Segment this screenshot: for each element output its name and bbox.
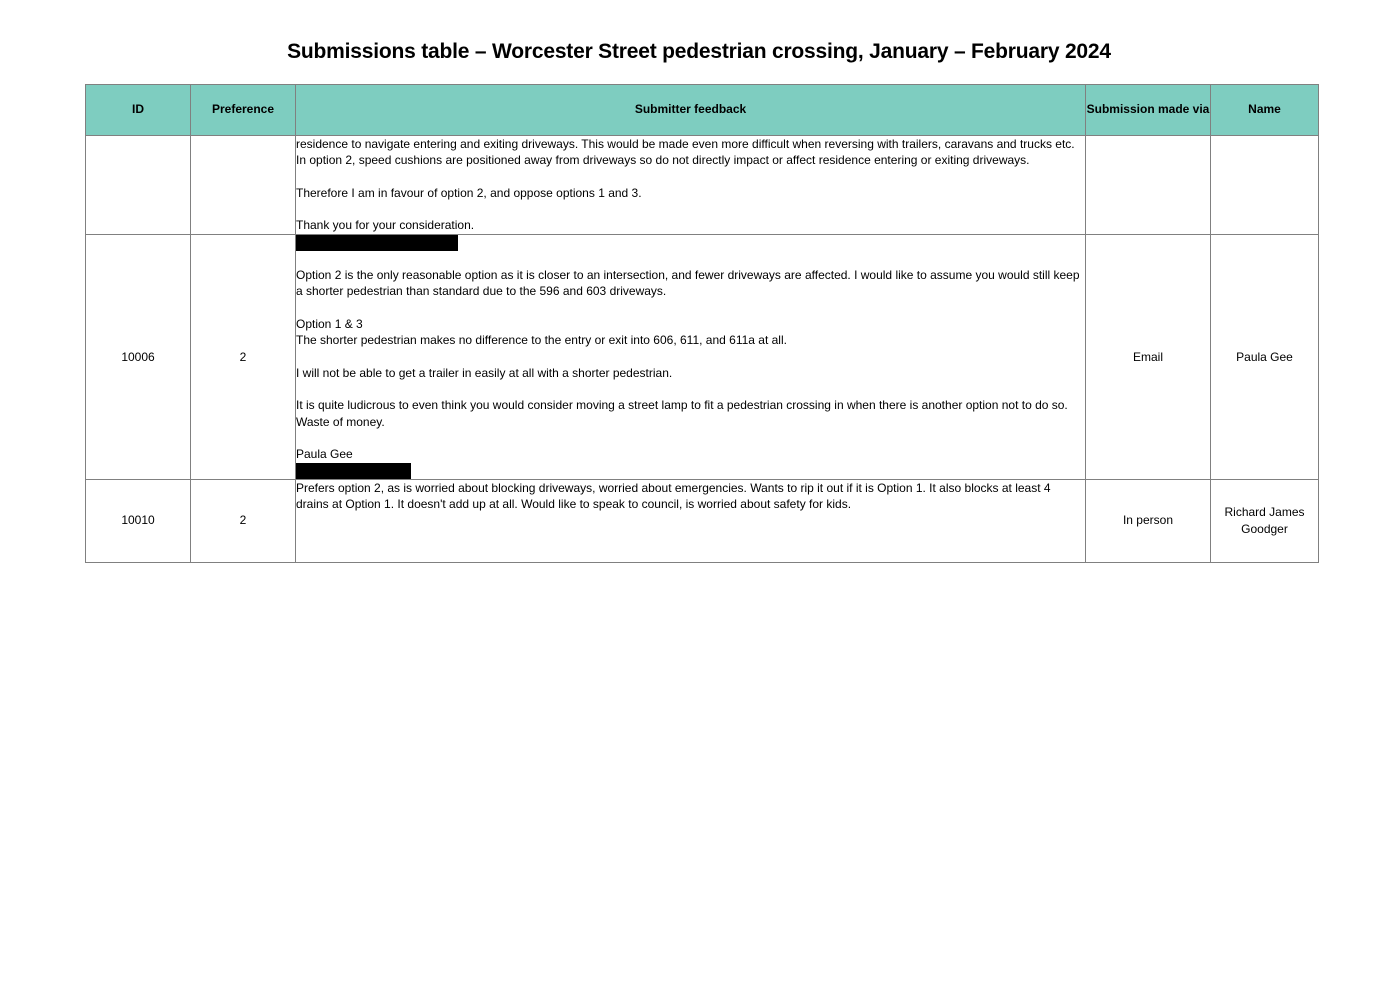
header-feedback: Submitter feedback [296, 85, 1086, 136]
cell-name [1211, 136, 1319, 235]
header-id: ID [86, 85, 191, 136]
submissions-table [85, 84, 1319, 563]
table-row [86, 234, 1319, 479]
feedback-paragraph: The shorter pedestrian makes no difference to the entry or exit into 606, 611, and 611a at all. [296, 333, 787, 348]
cell-feedback [296, 234, 1086, 479]
table-header-row [86, 85, 1319, 136]
feedback-paragraph: It is quite ludicrous to even think you would consider moving a street lamp to fit a pedestrian crossing in when there is another option not to do so. Waste of money. [296, 398, 1068, 429]
feedback-paragraph: Option 1 & 3 [296, 316, 363, 331]
feedback-paragraph: Option 2 is the only reasonable option as it is closer to an intersection, and fewer driveways are affected. I would like to assume you would still keep a shorter pedestrian than standard due to the 596 and 603 driveways. [296, 268, 1080, 299]
feedback-paragraph: Therefore I am in favour of option 2, and oppose options 1 and 3. [296, 185, 642, 200]
cell-feedback [296, 136, 1086, 235]
cell-preference [191, 136, 296, 235]
table-row [86, 479, 1319, 562]
cell-name: Richard James Goodger [1211, 479, 1319, 562]
redaction-block [296, 463, 411, 479]
table-row [86, 136, 1319, 235]
cell-via: In person [1086, 479, 1211, 562]
feedback-signature: Paula Gee [296, 447, 353, 462]
cell-feedback [296, 479, 1086, 562]
feedback-paragraph: Prefers option 2, as is worried about blocking driveways, worried about emergencies. Wants to rip it out if it is Option 1. It also blocks at least 4 drains at Option 1. It doesn't add up at all. Would like to speak to council, is worried about safety for kids. [296, 480, 1051, 511]
cell-id: 10010 [86, 479, 191, 562]
cell-preference: 2 [191, 234, 296, 479]
cell-name: Paula Gee [1211, 234, 1319, 479]
cell-via: Email [1086, 234, 1211, 479]
page-title: Submissions table – Worcester Street pedestrian crossing, January – February 2024 [287, 40, 1111, 63]
redaction-block [296, 235, 458, 251]
cell-id: 10006 [86, 234, 191, 479]
cell-preference: 2 [191, 479, 296, 562]
cell-via [1086, 136, 1211, 235]
cell-id [86, 136, 191, 235]
header-preference: Preference [191, 85, 296, 136]
header-name: Name [1211, 85, 1319, 136]
feedback-paragraph: I will not be able to get a trailer in easily at all with a shorter pedestrian. [296, 365, 673, 380]
header-via: Submission made via [1086, 85, 1211, 136]
feedback-paragraph: Thank you for your consideration. [296, 218, 475, 233]
feedback-paragraph: residence to navigate entering and exiting driveways. This would be made even more difficult when reversing with trailers, caravans and trucks etc. In option 2, speed cushions are positioned away from driveways so do not directly impact or affect residence entering or exiting driveways. [296, 137, 1075, 168]
